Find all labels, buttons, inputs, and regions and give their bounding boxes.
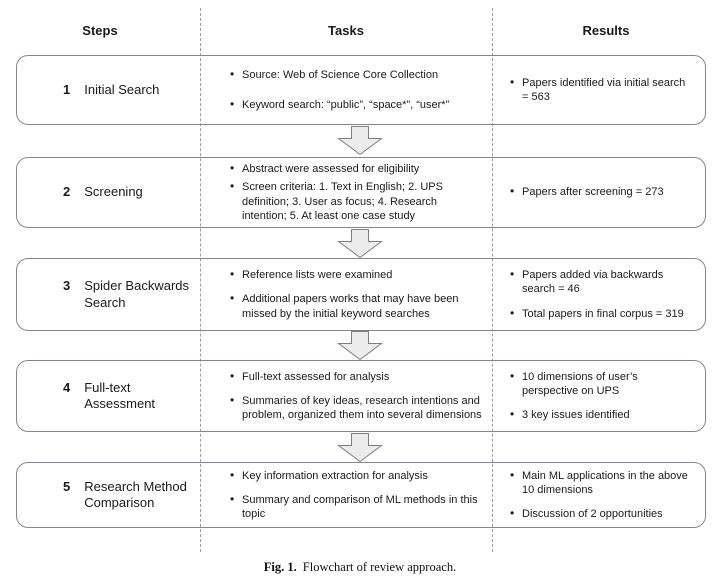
step-number: 4 — [63, 379, 71, 395]
results-cell — [493, 268, 705, 321]
tasks-cell — [201, 268, 493, 321]
result-item: • 3 key issues identified — [509, 408, 691, 422]
results-cell — [493, 185, 705, 199]
column-header-steps: Steps — [82, 23, 118, 38]
task-item: • Reference lists were examined — [229, 268, 482, 282]
task-item: • Additional papers works that may have been missed by the initial keyword searches — [229, 292, 482, 321]
task-item: • Source: Web of Science Core Collection — [229, 68, 482, 82]
down-arrow-icon — [337, 433, 383, 462]
down-arrow-icon — [337, 126, 383, 155]
figure-caption-label: Fig. 1. — [263, 560, 297, 574]
step-number: 3 — [63, 278, 71, 294]
step-cell — [17, 82, 201, 98]
task-item: • Abstract were assessed for eligibility — [229, 162, 482, 176]
result-item: • Discussion of 2 opportunities — [509, 507, 691, 521]
result-item: • Total papers in final corpus = 319 — [509, 307, 691, 321]
step-cell — [17, 184, 201, 200]
task-item: • Keyword search: “public”, “space*”, “user*” — [229, 98, 482, 112]
down-arrow-icon — [337, 331, 383, 360]
step-label: Initial Search — [84, 81, 160, 97]
column-headers — [0, 23, 720, 38]
flow-row-spider-backwards-search — [16, 258, 706, 331]
step-label: Full-text Assessment — [84, 379, 156, 411]
step-number: 1 — [63, 81, 71, 97]
step-cell — [17, 479, 201, 512]
task-item: • Summary and comparison of ML methods in this topic — [229, 493, 482, 522]
step-cell — [17, 380, 201, 413]
result-item: • 10 dimensions of user’s perspective on UPS — [509, 370, 691, 399]
tasks-cell — [201, 469, 493, 522]
step-number: 2 — [63, 184, 71, 200]
tasks-cell — [201, 162, 493, 223]
task-item: • Key information extraction for analysis — [229, 469, 482, 483]
result-item: • Main ML applications in the above 10 dimensions — [509, 469, 691, 498]
result-item: • Papers after screening = 273 — [509, 185, 691, 199]
task-item: • Screen criteria: 1. Text in English; 2. UPS definition; 3. User as focus; 4. Research intention; 5. At least one case study — [229, 180, 482, 223]
step-label: Spider Backwards Search — [84, 278, 190, 310]
figure-caption-text: Flowchart of review approach. — [302, 560, 457, 574]
results-cell — [493, 76, 705, 105]
column-header-results: Results — [582, 23, 630, 38]
step-number: 5 — [63, 478, 71, 494]
tasks-cell — [201, 68, 493, 113]
results-cell — [493, 469, 705, 522]
result-item: • Papers added via backwards search = 46 — [509, 268, 691, 297]
task-item: • Full-text assessed for analysis — [229, 370, 482, 384]
flow-row-initial-search — [16, 55, 706, 125]
flow-row-research-method-comparison — [16, 462, 706, 528]
column-header-tasks: Tasks — [328, 23, 364, 38]
results-cell — [493, 370, 705, 423]
down-arrow-icon — [337, 229, 383, 258]
figure-caption — [0, 560, 720, 575]
result-item: • Papers identified via initial search = 563 — [509, 76, 691, 105]
step-label: Screening — [84, 184, 143, 200]
tasks-cell — [201, 370, 493, 423]
task-item: • Summaries of key ideas, research intentions and problem, organized them into several dimensions — [229, 394, 482, 423]
step-cell — [17, 278, 201, 311]
flow-row-full-text-assessment — [16, 360, 706, 432]
flow-row-screening — [16, 157, 706, 228]
step-label: Research Method Comparison — [84, 478, 187, 510]
